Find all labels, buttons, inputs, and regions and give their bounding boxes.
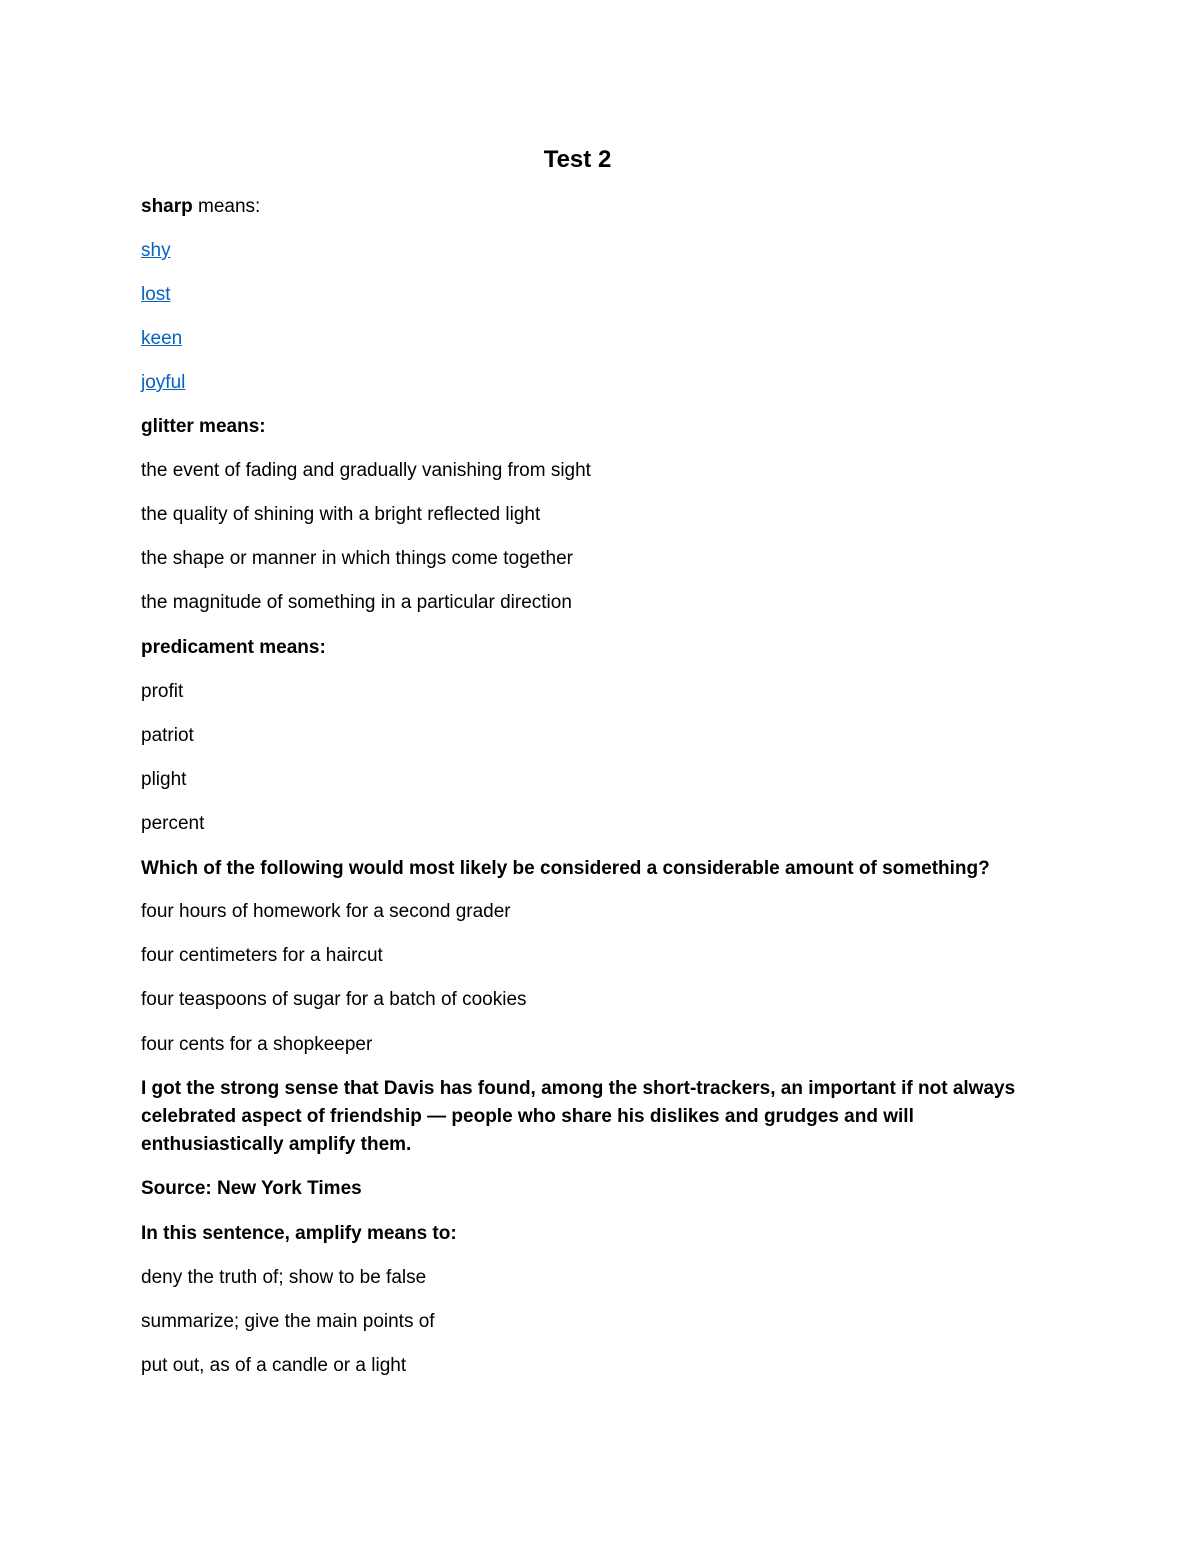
- question-2-option-b: the quality of shining with a bright reflected light: [141, 504, 541, 525]
- question-4-option-c: four teaspoons of sugar for a batch of cookies: [141, 989, 527, 1010]
- question-1-option-d[interactable]: joyful: [141, 372, 186, 393]
- question-3-option-d: percent: [141, 813, 205, 834]
- question-2-option-a: the event of fading and gradually vanishing from sight: [141, 460, 591, 481]
- question-1-prompt-rest: means:: [192, 196, 261, 217]
- question-5-passage: I got the strong sense that Davis has found, among the short-trackers, an important if not always celebrated aspect of friendship — people who share his dislikes and grudges and will enthusiastically amplify them.: [141, 1078, 1016, 1155]
- question-5-prompt: In this sentence, amplify means to:: [141, 1223, 457, 1244]
- question-1-option-b[interactable]: lost: [141, 284, 171, 305]
- page-title: Test 2: [543, 146, 612, 173]
- question-5-option-a: deny the truth of; show to be false: [141, 1267, 427, 1288]
- question-5-source: Source: New York Times: [141, 1178, 362, 1199]
- question-4-option-a: four hours of homework for a second grader: [141, 901, 511, 922]
- question-4-option-d: four cents for a shopkeeper: [141, 1034, 373, 1055]
- question-2-prompt: glitter means:: [141, 416, 266, 437]
- question-1-option-c[interactable]: keen: [141, 328, 183, 349]
- question-2-option-c: the shape or manner in which things come together: [141, 548, 573, 569]
- question-2-option-d: the magnitude of something in a particular direction: [141, 592, 572, 613]
- question-3-option-a: profit: [141, 681, 184, 702]
- question-4-option-b: four centimeters for a haircut: [141, 945, 383, 966]
- question-5-option-b: summarize; give the main points of: [141, 1311, 435, 1332]
- question-1-option-a[interactable]: shy: [141, 240, 171, 261]
- question-3-option-b: patriot: [141, 725, 194, 746]
- question-4-prompt: Which of the following would most likely be considered a considerable amount of something?: [141, 858, 990, 879]
- question-1-prompt: [141, 193, 260, 221]
- question-3-option-c: plight: [141, 769, 187, 790]
- question-5-option-c: put out, as of a candle or a light: [141, 1355, 407, 1376]
- question-1-word: sharp: [141, 196, 193, 217]
- question-3-prompt: predicament means:: [141, 637, 326, 658]
